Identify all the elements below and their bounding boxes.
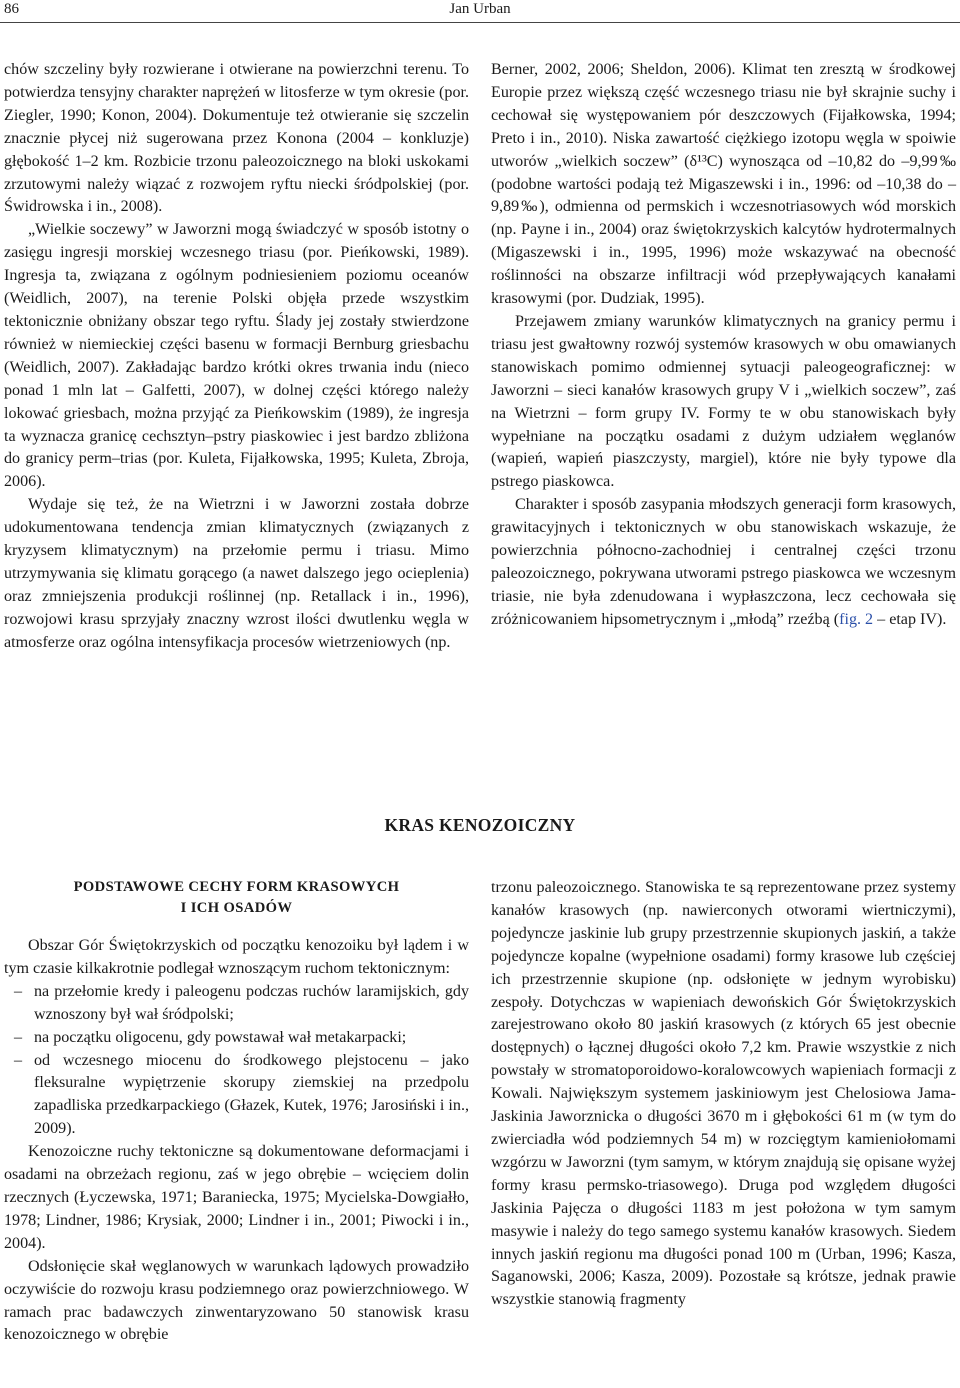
paragraph: Wydaje się też, że na Wietrzni i w Jaworzni została dobrze udokumentowana tendencja zmian klimatycznych (związanych z kryzysem klimatycznym) na przełomie permu i triasu. Mimo utrzymywania się klimatu gorącego (a nawet dalszego jego ocieplenia) oraz zmniejszenia produkcji roślinnej (np. Retallack i in., 1996), rozwojowi krasu sprzyjały znaczny wzrost ilości dwutlenku węgla w atmosferze oraz ogólna intensyfikacja procesów wietrzeniowych (np. [4, 496, 469, 651]
bottom-left-column [4, 877, 469, 1347]
paragraph: Przejawem zmiany warunków klimatycznych na granicy permu i triasu jest gwałtowny rozwój systemów krasowych w obu omawianych stanowiskach pomimo odmiennej sytuacji paleogeograficznej: w Jaworzni – sieci kanałów krasowych grupy V i „wielkich soczew”, zaś na Wietrzni – form grupy IV. Formy te w obu stanowiskach były wypełniane na początku osadami z dużym udziałem węglanów (wapień, wapień piaszczysty, margiel), które nie były typowe dla pstrego piaskowca. [491, 312, 956, 491]
page-header [0, 0, 960, 22]
paragraph: „Wielkie soczewy” w Jaworzni mogą świadczyć w sposób istotny o zasięgu ingresji morskiej wczesnego triasu (por. Pieńkowski, 1989). Ingresja ta, związana z ogólnym podniesieniem poziomu oceanów (Weidlich, 2007), na terenie Polski objęła przede wszystkim tektonicznie obniżany obszar tego ryftu. Ślady jej zostały stwierdzone również w niemieckiej części basenu w formacji Bernburg griesbachu (Weidlich, 2007). Zakładając bardzo krótki okres trwania indu (nieco ponad 1 mln lat – Galfetti, 2007), w dolnej części którego należy lokować griesbach, można przyjąć za Pieńkowskim (1989), że ingresja ta wyznacza granicę cechsztyn–pstry piaskowiec i jest bardzo zbliżona do granicy perm–trias (por. Kuleta, Fijałkowska, 1995; Kuleta, Zbroja, 2006). [4, 221, 469, 491]
bottom-right-column [491, 877, 956, 1312]
list-item: – od wczesnego miocenu do środkowego plejstocenu – jako fleksuralne wypiętrzenie skorupy ziemskiej na przedpolu zapadliska przedkarpackiego (Głazek, Kutek, 1976; Jarosiński i in., 2009). [4, 1050, 469, 1142]
subsection-title-line: I ICH OSADÓW [180, 900, 293, 916]
paragraph: Kenozoiczne ruchy tektoniczne są dokumentowane deformacjami i osadami na obrzeżach regionu, zaś w jego obrębie – wcięciem dolin rzecznych (Łyczewska, 1971; Baraniecka, 1975; Mycielska-Dowgiałło, 1978; Lindner, 1986; Krysiak, 2000; Lindner i in., 2001; Piwocki i in., 2004). [4, 1143, 469, 1252]
running-head-author: Jan Urban [449, 1, 511, 17]
top-right-column [491, 59, 956, 632]
figure-reference-link[interactable]: fig. 2 [839, 610, 874, 628]
list-item: – na początku oligocenu, gdy powstawał wał metakarpacki; [4, 1027, 469, 1050]
paragraph-text: Charakter i sposób zasypania młodszych generacji form krasowych, grawitacyjnych i tektonicznych w obu stanowiskach wskazuje, że powierzchnia północno-zachodniej i centralnej części trzonu paleozoicznego, pokrywana utworami pstrego piaskowca we wczesnym triasie, nie była zdenudowana i wypłaszczona, lecz cechowała się zróżnicowaniem hipsometrycznym i „młodą” rzeźbą ( [491, 496, 956, 628]
subsection-title-line: PODSTAWOWE CECHY FORM KRASOWYCH [73, 879, 400, 895]
paragraph: Obszar Gór Świętokrzyskich od początku kenozoiku był lądem i w tym czasie kilkakrotnie podlegał wznoszącym ruchom tektonicznym: [4, 937, 469, 977]
page-number: 86 [4, 1, 19, 17]
paragraph: Odsłonięcie skał węglanowych w warunkach lądowych prowadziło oczywiście do rozwoju krasu podziemnego oraz powierzchniowego. W ramach prac badawczych zinwentaryzowano 50 stanowisk krasu kenozoicznego w obrębie [4, 1257, 469, 1344]
paragraph-with-figure-ref [491, 494, 956, 631]
paragraph: Berner, 2002, 2006; Sheldon, 2006). Klimat ten zresztą w środkowej Europie przez większą część wczesnego triasu nie był skrajnie suchy i cechował się występowaniem pór deszczowych (Fijałkowska, 1994; Preto i in., 2010). Niska zawartość ciężkiego izotopu węgla w spoiwie utworów „wielkich soczew” (δ¹³C) wynosząca od –10,82 do –9,99‰ (podobne wartości podają też Migaszewski i in., 1996: od –10,38 do –9,89‰), odmienna od permskich i wczesnotriasowych wód morskich (np. Payne i in., 2004) oraz świętokrzyskich kalcytów hydrotermalnych (Migaszewski i in., 1995, 1996) może wskazywać na obecność roślinności na obszarze infiltracji wód przepływających kanałami krasowymi (por. Dudziak, 1995). [491, 61, 956, 308]
paragraph-text-end: – etap IV). [873, 610, 947, 628]
dash-list [4, 981, 469, 1141]
paragraph: chów szczeliny były rozwierane i otwierane na powierzchni terenu. To potwierdza tensyjny charakter naprężeń w litosferze w tym okresie (por. Ziegler, 1990; Konon, 2004). Dokumentuje też otwieranie się szczelin znacznie płycej niż sugerowana przez Konona (2004 – konkluzje) głębokość 1–2 km. Rozbicie trzonu paleozoicznego na bloki uskokami zrzutowymi należy wiązać z rozwojem ryftu niecki śródpolskiej (por. Świdrowska i in., 2008). [4, 61, 469, 216]
top-left-column [4, 59, 469, 655]
paragraph: trzonu paleozoicznego. Stanowiska te są reprezentowane przez systemy kanałów krasowych (np. nawierconych otworami wiertniczymi), pojedyncze jaskinie lub grupy przestrzennie skupionych jaskiń, a także pojedyncze kopalne (wypełnione osadami) formy krasowe lub częściej ich przestrzennie skupione (np. odsłonięte w jednym wyrobisku) zespoły. Dotychczas w wapieniach dewońskich Gór Świętokrzyskich zarejestrowano około 80 jaskiń krasowych (z których 65 jest obecnie dostępnych) o łącznej długości około 7,2 km. Prawie wszystkie z nich powstały w stromatoporoidowo-koralowcowych wapieniach formacji z Kowali. Największym systemem jaskiniowym jest Chelosiowa Jama-Jaskinia Jaworznicka o długości 3670 m i głębokości 61 m (w tym do zwierciadła wód podziemnych 54 m) w rozcięgtym kamieniołomami wzgórzu w Jaworzni (tym samym, w którym znajdują się opisane wyżej formy krasu permsko-triasowego). Druga pod względem długości Jaskinia Pajęcza o długości 1183 m jest położona w tym samym masywie i należy do tego samego systemu kanałów krasowych. Siedem innych jaskiń regionu ma długości ponad 100 m (Urban, 1996; Kasza, Saganowski, 2006; Kasza, 2009). Pozostałe są krótsze, jednak prawie wszystkie stanowią fragmenty [491, 879, 956, 1309]
subsection-title [4, 877, 469, 919]
list-item: – na przełomie kredy i paleogenu podczas ruchów laramijskich, gdy wznoszony był wał śródpolski; [4, 981, 469, 1027]
header-rule [0, 22, 960, 23]
section-title: KRAS KENOZOICZNY [384, 815, 576, 835]
